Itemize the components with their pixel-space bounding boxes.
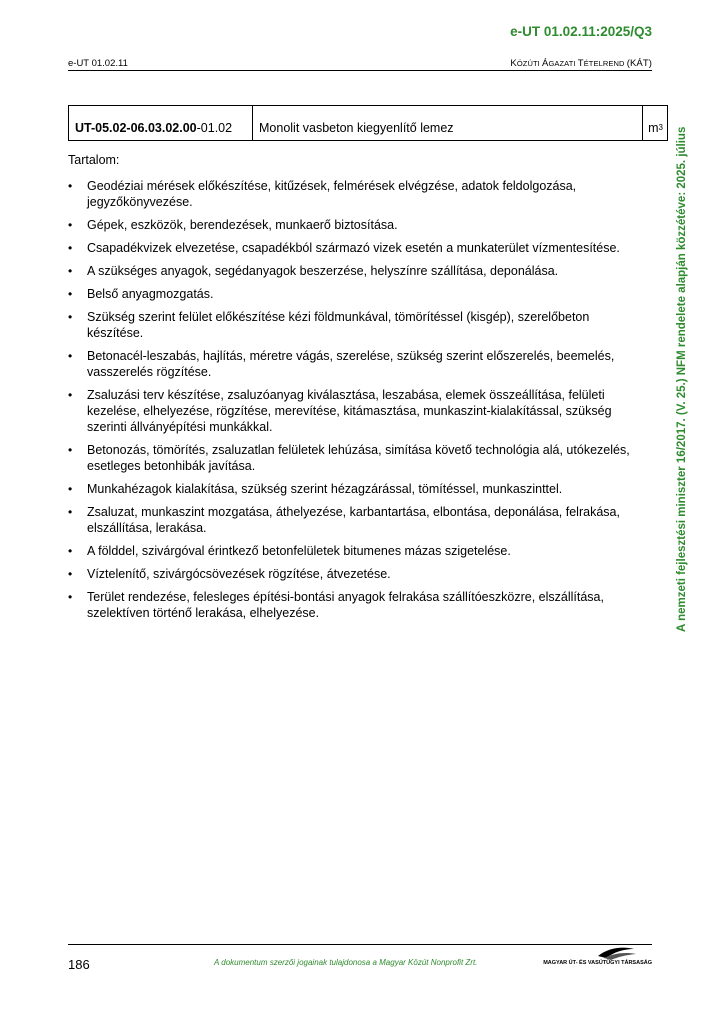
bullet-text: Zsaluzási terv készítése, zsaluzóanyag kiválasztása, leszabása, elemek összeállítása, felületi kezelése, elhelyezése, rögzítése, merevítése, kitámasztása, munkaszint-kialakítással, szükség szerinti állványépítési munkákkal. bbox=[87, 388, 612, 434]
content-bullet-item bbox=[68, 481, 642, 497]
society-logo-icon bbox=[564, 946, 652, 970]
item-description-cell: Monolit vasbeton kiegyenlítő lemez bbox=[253, 106, 643, 140]
bullet-text: Terület rendezése, felesleges építési-bontási anyagok felrakása szállítóeszközre, elszállítása, szelektíven történő lerakása, elhelyezése. bbox=[87, 590, 604, 620]
bullet-icon: • bbox=[68, 218, 73, 232]
bullet-text: Betonacél-leszabás, hajlítás, méretre vágás, szerelése, szükség szerint előszerelés, beemelés, vasszerelés rögzítése. bbox=[87, 349, 615, 379]
content-title: Tartalom: bbox=[68, 153, 120, 167]
content-bullet-item bbox=[68, 178, 642, 210]
bullet-icon: • bbox=[68, 310, 73, 324]
page-number: 186 bbox=[68, 957, 90, 972]
bullet-icon: • bbox=[68, 241, 73, 255]
bullet-icon: • bbox=[68, 482, 73, 496]
content-bullet-item bbox=[68, 309, 642, 341]
side-publication-note: A nemzeti fejlesztési miniszter 16/2017. (V. 25.) NFM rendelete alapján közzétéve: 2025. július bbox=[676, 126, 688, 632]
content-bullet-item bbox=[68, 217, 642, 233]
bullet-icon: • bbox=[68, 567, 73, 581]
content-bullet-item bbox=[68, 286, 642, 302]
bullet-text: Belső anyagmozgatás. bbox=[87, 287, 214, 301]
content-bullet-item bbox=[68, 348, 642, 380]
bullet-text: Betonozás, tömörítés, zsaluzatlan felületek lehúzása, simítása követő technológia alá, utókezelés, esetleges betonhibák javítása. bbox=[87, 443, 630, 473]
item-code-suffix: -01.02 bbox=[196, 121, 233, 135]
item-unit: m bbox=[648, 121, 659, 135]
bullet-text: Csapadékvizek elvezetése, csapadékból származó vizek esetén a munkaterület vízmentesítése. bbox=[87, 241, 620, 255]
bullet-text: Zsaluzat, munkaszint mozgatása, áthelyezése, karbantartása, elbontása, deponálása, felrakása, elszállítása, lerakása. bbox=[87, 505, 620, 535]
bullet-icon: • bbox=[68, 544, 73, 558]
bullet-icon: • bbox=[68, 388, 73, 402]
content-bullet-item bbox=[68, 442, 642, 474]
bullet-text: Munkahézagok kialakítása, szükség szerint hézagzárással, tömítéssel, munkaszinttel. bbox=[87, 482, 563, 496]
bullet-icon: • bbox=[68, 443, 73, 457]
item-code-bold: UT-05.02-06.03.02.00 bbox=[75, 121, 197, 135]
header-title-k: K bbox=[510, 58, 517, 69]
bullet-text: Gépek, eszközök, berendezések, munkaerő biztosítása. bbox=[87, 218, 398, 232]
content-bullet-item bbox=[68, 566, 642, 582]
footer-divider bbox=[68, 944, 652, 945]
header-title-part1: ÖZÚTI bbox=[516, 59, 543, 68]
content-bullet-item bbox=[68, 387, 642, 435]
content-bullet-item bbox=[68, 589, 642, 621]
item-unit-cell: m 3 bbox=[648, 121, 663, 135]
content-bullet-item bbox=[68, 240, 642, 256]
bullet-text: A földdel, szivárgóval érintkező betonfelületek bitumenes mázas szigetelése. bbox=[87, 544, 511, 558]
header-title-part3: ÉTELREND bbox=[583, 59, 627, 68]
bullet-text: Víztelenítő, szivárgócsövezések rögzítése, átvezetése. bbox=[87, 567, 391, 581]
copyright-notice: A dokumentum szerzői jogainak tulajdonosa a Magyar Közút Nonprofit Zrt. bbox=[214, 958, 478, 967]
bullet-icon: • bbox=[68, 179, 73, 193]
header-title-t: T bbox=[577, 58, 584, 69]
header-title-a: Á bbox=[542, 58, 549, 69]
item-header-table bbox=[68, 105, 668, 141]
content-bullet-item bbox=[68, 504, 642, 536]
bullet-icon: • bbox=[68, 264, 73, 278]
bullet-icon: • bbox=[68, 349, 73, 363]
bullet-text: Szükség szerint felület előkészítése kézi földmunkával, tömörítéssel (kisgép), szerelőbeton készítése. bbox=[87, 310, 590, 340]
bullet-text: A szükséges anyagok, segédanyagok beszerzése, helyszínre szállítása, deponálása. bbox=[87, 264, 559, 278]
bullet-icon: • bbox=[68, 590, 73, 604]
bullet-icon: • bbox=[68, 505, 73, 519]
content-bullet-item bbox=[68, 543, 642, 559]
header-right-title bbox=[510, 58, 652, 69]
item-code-cell bbox=[69, 106, 253, 140]
document-code: e-UT 01.02.11:2025/Q3 bbox=[510, 24, 652, 39]
content-bullet-item bbox=[68, 263, 642, 279]
header-title-abbrev: (KÁT) bbox=[626, 58, 652, 69]
header-divider bbox=[68, 70, 652, 71]
header-left-code: e-UT 01.02.11 bbox=[68, 58, 128, 69]
content-bullet-list bbox=[68, 178, 642, 628]
bullet-text: Geodéziai mérések előkészítése, kitűzések, felmérések elvégzése, adatok feldolgozása, jegyzőkönyvezése. bbox=[87, 179, 577, 209]
header-title-part2: GAZATI bbox=[548, 59, 578, 68]
bullet-icon: • bbox=[68, 287, 73, 301]
logo-text: MAGYAR ÚT- ÉS VASÚTÜGYI TÁRSASÁG bbox=[543, 960, 652, 966]
